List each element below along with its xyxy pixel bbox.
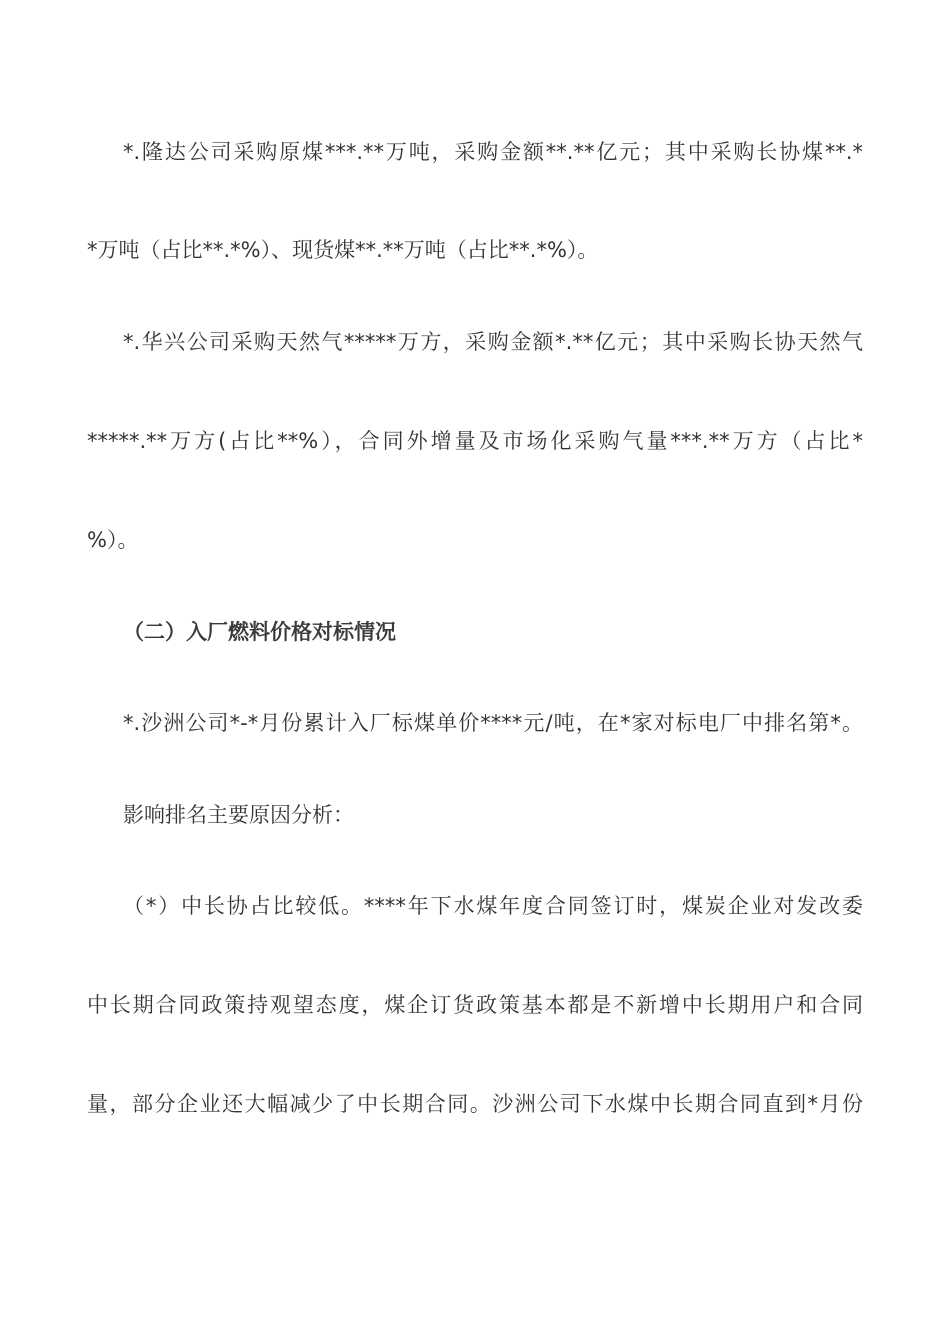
paragraph-shazhou-line-1: *.沙洲公司*-*月份累计入厂标煤单价****元/吨，在*家对标电厂中排名第*。 bbox=[123, 711, 863, 735]
paragraph-huaxing-line-2: *****.**万方(占比**%），合同外增量及市场化采购气量***.**万方（占比* bbox=[87, 429, 863, 453]
paragraph-reason-line-2: 中长期合同政策持观望态度，煤企订货政策基本都是不新增中长期用户和合同 bbox=[87, 993, 863, 1017]
paragraph-huaxing-line-1: *.华兴公司采购天然气*****万方，采购金额*.**亿元；其中采购长协天然气 bbox=[123, 330, 863, 354]
paragraph-longda-line-1: *.隆达公司采购原煤***.**万吨，采购金额**.**亿元；其中采购长协煤**.* bbox=[123, 140, 863, 164]
paragraph-reason-line-1: （*）中长协占比较低。****年下水煤年度合同签订时，煤炭企业对发改委 bbox=[123, 894, 863, 918]
paragraph-reason-line-3: 量，部分企业还大幅减少了中长期合同。沙洲公司下水煤中长期合同直到*月份 bbox=[87, 1092, 863, 1116]
section-heading: （二）入厂燃料价格对标情况 bbox=[123, 620, 396, 644]
paragraph-huaxing-line-3: %）。 bbox=[87, 528, 139, 552]
paragraph-analysis-intro: 影响排名主要原因分析： bbox=[123, 803, 354, 827]
paragraph-longda-line-2: *万吨（占比**.*%）、现货煤**.**万吨（占比**.*%）。 bbox=[87, 238, 599, 262]
